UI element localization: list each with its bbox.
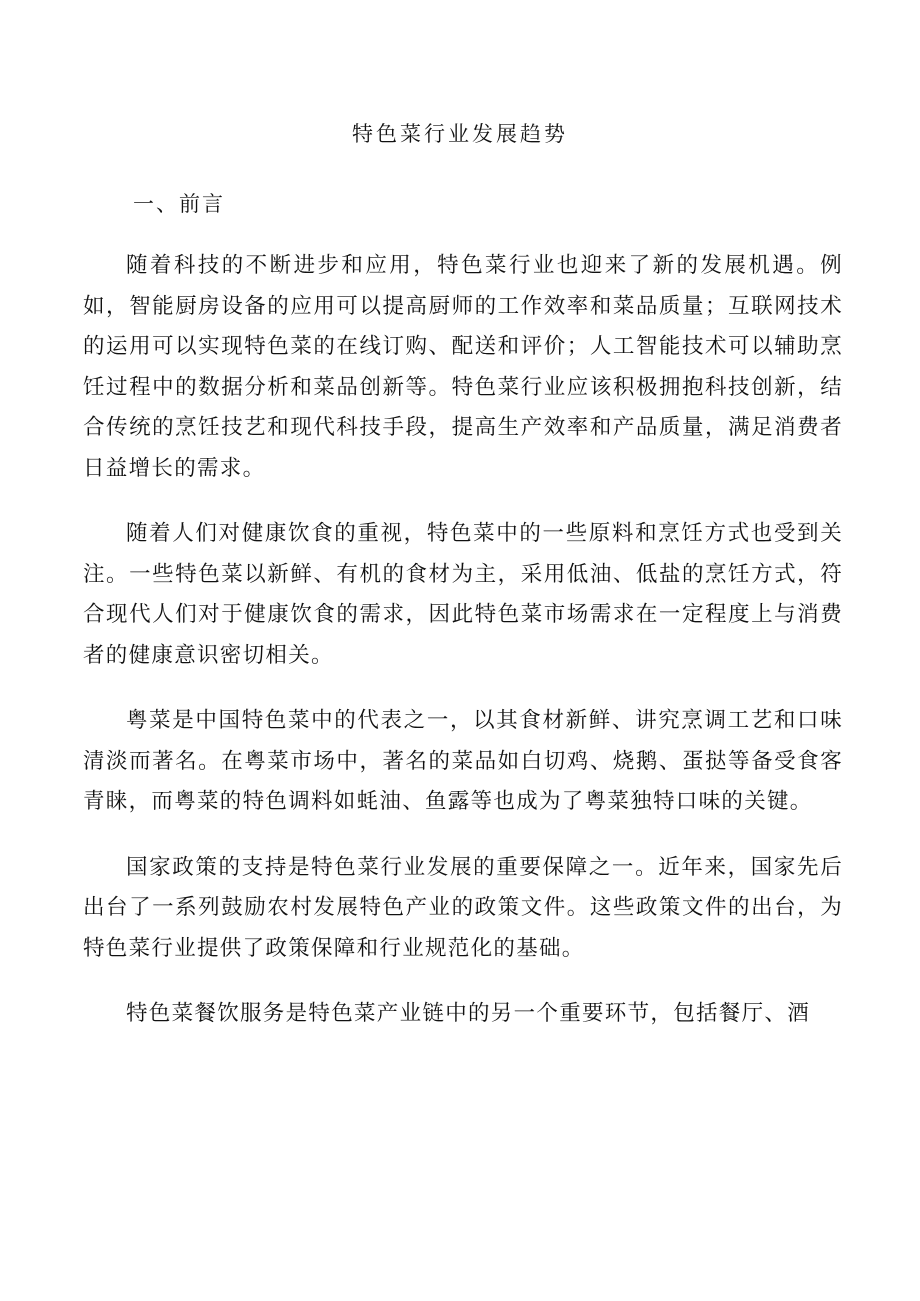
paragraph-catering-service: 特色菜餐饮服务是特色菜产业链中的另一个重要环节，包括餐厅、酒 bbox=[126, 1001, 811, 1026]
document-body bbox=[83, 246, 843, 1060]
document-title: 特色菜行业发展趋势 bbox=[352, 122, 568, 146]
paragraph-technology: 随着科技的不断进步和应用，特色菜行业也迎来了新的发展机遇。例如，智能厨房设备的应用可以提高厨师的工作效率和菜品质量；互联网技术的运用可以实现特色菜的在线订购、配送和评价；人工智能技术可以辅助烹饪过程中的数据分析和菜品创新等。特色菜行业应该积极拥抱科技创新，结合传统的烹饪技艺和现代科技手段，提高生产效率和产品质量，满足消费者日益增长的需求。 bbox=[83, 253, 843, 481]
paragraph-policy: 国家政策的支持是特色菜行业发展的重要保障之一。近年来，国家先后出台了一系列鼓励农村发展特色产业的政策文件。这些政策文件的出台，为特色菜行业提供了政策保障和行业规范化的基础。 bbox=[83, 854, 843, 961]
paragraph-health: 随着人们对健康饮食的重视，特色菜中的一些原料和烹饪方式也受到关注。一些特色菜以新鲜、有机的食材为主，采用低油、低盐的烹饪方式，符合现代人们对于健康饮食的需求，因此特色菜市场需求在一定程度上与消费者的健康意识密切相关。 bbox=[83, 521, 843, 668]
section-heading: 一、前言 bbox=[133, 192, 225, 216]
paragraph-cantonese-cuisine: 粤菜是中国特色菜中的代表之一，以其食材新鲜、讲究烹调工艺和口味清淡而著名。在粤菜市场中，著名的菜品如白切鸡、烧鹅、蛋挞等备受食客青睐，而粤菜的特色调料如蚝油、鱼露等也成为了粤菜独特口味的关键。 bbox=[83, 708, 843, 814]
